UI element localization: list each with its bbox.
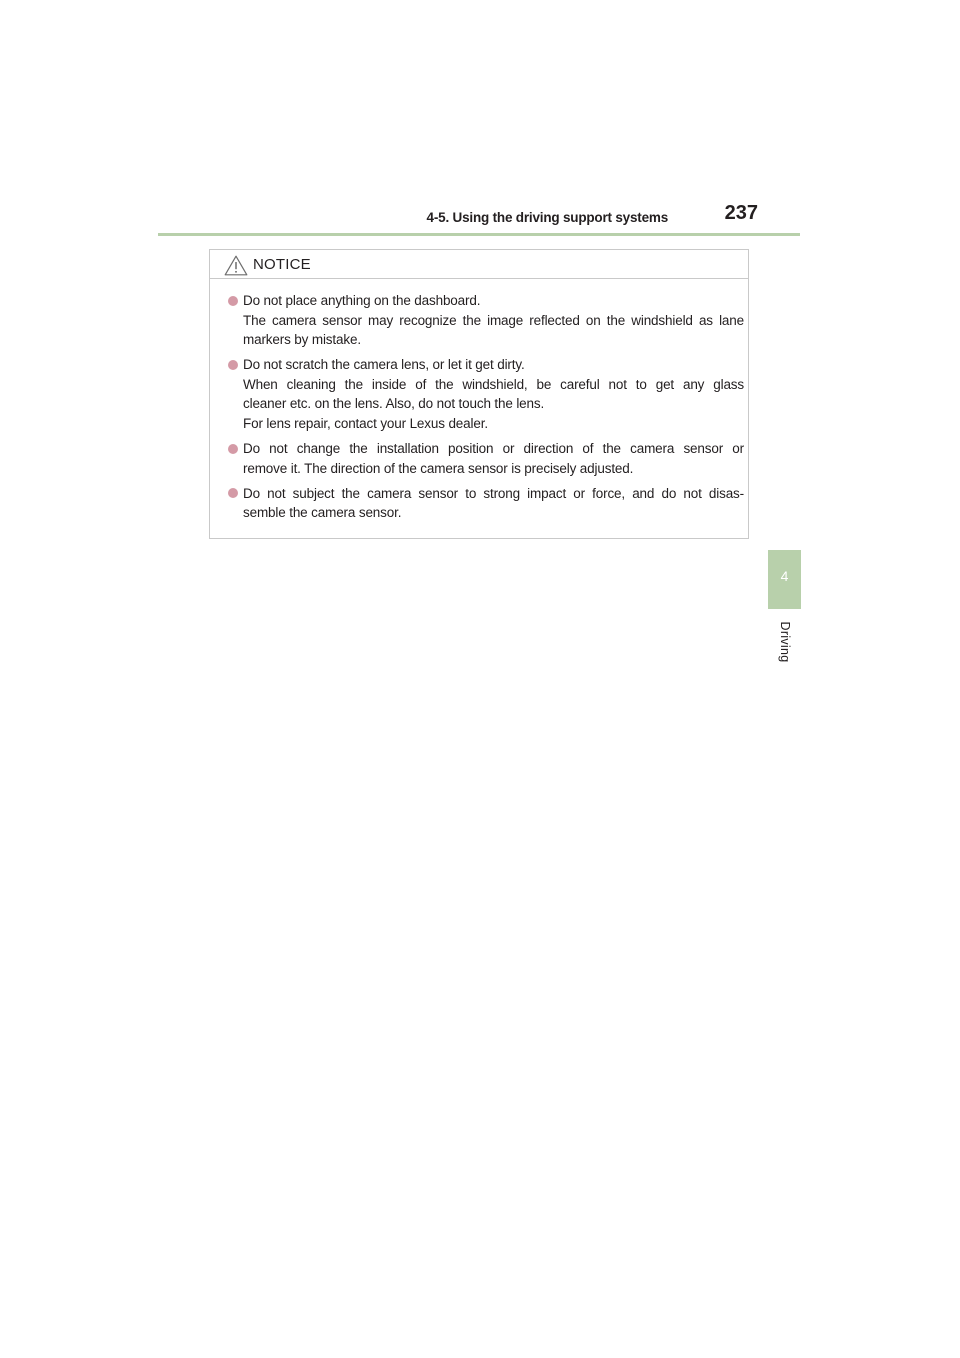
notice-header: [210, 250, 748, 279]
notice-line: When cleaning the inside of the windshield, be careful not to get any glass: [243, 376, 744, 392]
chapter-label: Driving: [778, 621, 792, 663]
chapter-number: 4: [780, 568, 789, 584]
bullet-icon: [228, 296, 238, 306]
notice-line: Do not change the installation position or direction of the camera sensor or: [243, 441, 744, 457]
notice-item: [225, 355, 744, 433]
notice-line: Do not place anything on the dashboard.: [243, 293, 481, 308]
bullet-icon: [228, 444, 238, 454]
page-header: [158, 200, 800, 234]
notice-line: cleaner etc. on the lens. Also, do not touch the lens.: [243, 396, 545, 412]
notice-item: [225, 439, 744, 478]
notice-line: remove it. The direction of the camera sensor is precisely adjusted.: [243, 460, 634, 476]
header-rule: [158, 233, 800, 236]
notice-line: The camera sensor may recognize the image reflected on the windshield as lane: [243, 312, 744, 328]
notice-body: [225, 291, 744, 529]
notice-line: Do not subject the camera sensor to strong impact or force, and do not disas-: [243, 485, 744, 501]
bullet-icon: [228, 360, 238, 370]
notice-line: Do not scratch the camera lens, or let it get dirty.: [243, 357, 525, 373]
chapter-tab: [768, 550, 801, 609]
notice-line: semble the camera sensor.: [243, 505, 402, 521]
notice-item: [225, 484, 744, 523]
notice-item: [225, 291, 744, 350]
page-number: 237: [724, 202, 758, 224]
notice-title: NOTICE: [253, 256, 311, 273]
notice-box: [209, 249, 749, 539]
notice-line: markers by mistake.: [243, 332, 361, 348]
warning-triangle-icon: [224, 255, 248, 276]
notice-line: For lens repair, contact your Lexus dealer.: [243, 416, 488, 432]
bullet-icon: [228, 488, 238, 498]
section-title: 4-5. Using the driving support systems: [426, 210, 668, 225]
